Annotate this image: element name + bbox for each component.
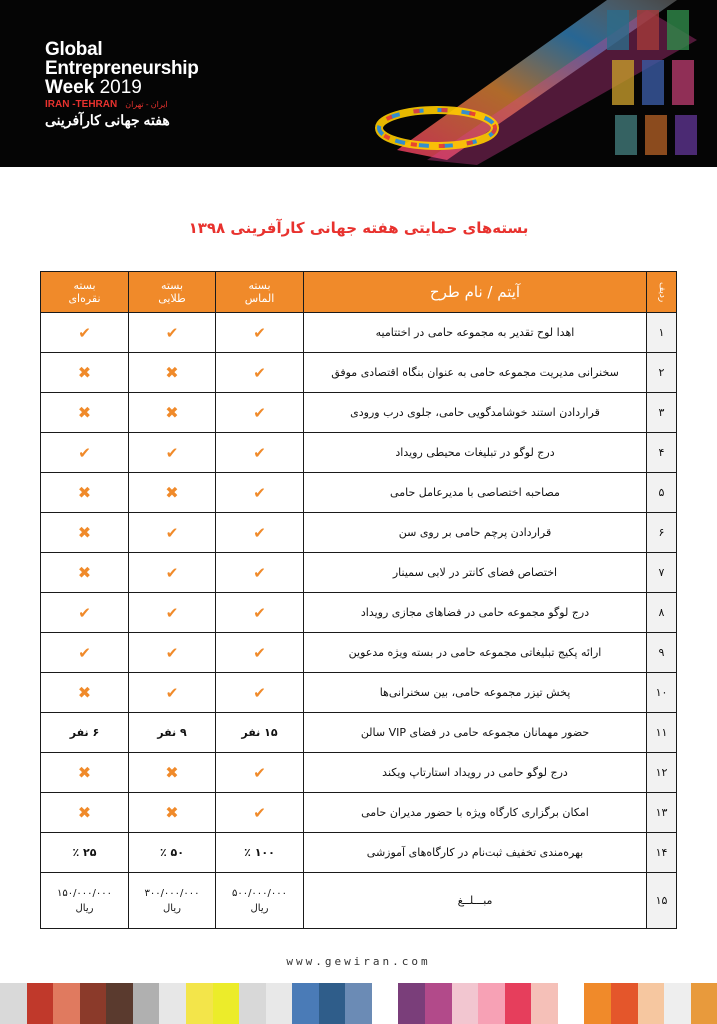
cell-gold-value: ۹ نفر bbox=[157, 726, 187, 739]
website-url: www.gewiran.com bbox=[286, 955, 431, 968]
row-index: ۱۰ bbox=[647, 673, 677, 713]
logo-line-week: Week 2019 bbox=[45, 77, 142, 98]
table-row bbox=[41, 713, 677, 753]
check-icon: ✔ bbox=[78, 643, 91, 662]
cell-diamond bbox=[216, 793, 304, 833]
color-stripe bbox=[213, 983, 240, 1024]
cell-diamond bbox=[216, 873, 304, 929]
table-row bbox=[41, 633, 677, 673]
color-stripe bbox=[425, 983, 452, 1024]
row-index: ۱۱ bbox=[647, 713, 677, 753]
row-item: مبـــلــغ bbox=[304, 873, 647, 929]
row-item: درج لوگو در تبلیغات محیطی رویداد bbox=[304, 433, 647, 473]
table-row bbox=[41, 753, 677, 793]
cross-icon: ✖ bbox=[77, 763, 92, 782]
logo-line-global: Global bbox=[45, 39, 103, 60]
page-title: بسته‌های حمایتی هفته جهانی کارآفرینی ۱۳۹۸ bbox=[188, 219, 529, 237]
cell-gold bbox=[129, 833, 216, 873]
check-icon: ✔ bbox=[165, 563, 179, 582]
row-index: ۹ bbox=[647, 633, 677, 673]
cell-silver bbox=[41, 833, 129, 873]
check-icon: ✔ bbox=[253, 323, 266, 342]
table-row bbox=[41, 873, 677, 929]
header-silver bbox=[41, 272, 129, 313]
location-en: IRAN -TEHRAN bbox=[45, 99, 118, 110]
check-icon: ✔ bbox=[165, 643, 179, 662]
location-fa: ایران - تهران bbox=[125, 100, 168, 109]
cross-icon: ✖ bbox=[77, 683, 92, 702]
table-row bbox=[41, 513, 677, 553]
cross-icon: ✖ bbox=[77, 483, 92, 502]
check-icon: ✔ bbox=[253, 443, 266, 462]
cell-diamond-value: ۱۵ نفر bbox=[241, 726, 278, 739]
color-stripe bbox=[584, 983, 611, 1024]
color-stripe bbox=[239, 983, 266, 1024]
check-icon: ✔ bbox=[253, 523, 266, 542]
cell-diamond-value: ۱۰۰ ٪ bbox=[244, 846, 275, 859]
cell-silver bbox=[41, 433, 129, 473]
row-index: ۱۴ bbox=[647, 833, 677, 873]
cell-gold bbox=[129, 473, 216, 513]
row-index: ۸ bbox=[647, 593, 677, 633]
cell-diamond bbox=[216, 553, 304, 593]
cell-silver bbox=[41, 873, 129, 929]
table-row bbox=[41, 593, 677, 633]
row-index: ۴ bbox=[647, 433, 677, 473]
cell-silver bbox=[41, 353, 129, 393]
color-stripe bbox=[478, 983, 505, 1024]
check-icon: ✔ bbox=[78, 443, 91, 462]
table-row bbox=[41, 673, 677, 713]
cell-silver bbox=[41, 393, 129, 433]
row-item: ارائه پکیج تبلیغاتی مجموعه حامی در بسته ویژه مدعوین bbox=[304, 633, 647, 673]
color-stripe bbox=[398, 983, 425, 1024]
check-icon: ✔ bbox=[253, 563, 266, 582]
check-icon: ✔ bbox=[165, 323, 179, 342]
cell-gold-value: ۳۰۰/۰۰۰/۰۰۰ ریال bbox=[144, 887, 200, 914]
color-stripe bbox=[27, 983, 54, 1024]
header-diamond-label: بسته الماس bbox=[244, 279, 275, 305]
table-row bbox=[41, 313, 677, 353]
cell-diamond bbox=[216, 633, 304, 673]
header-banner bbox=[0, 0, 717, 167]
table-row bbox=[41, 553, 677, 593]
color-stripe bbox=[452, 983, 479, 1024]
cell-silver bbox=[41, 673, 129, 713]
cell-gold bbox=[129, 633, 216, 673]
cell-diamond bbox=[216, 713, 304, 753]
cell-diamond bbox=[216, 673, 304, 713]
header-item: آیتم / نام طرح bbox=[304, 272, 647, 313]
cell-silver bbox=[41, 593, 129, 633]
cell-diamond bbox=[216, 513, 304, 553]
cell-gold-value: ۵۰ ٪ bbox=[160, 846, 184, 859]
stained-glass-light-beams-image bbox=[357, 0, 717, 167]
cross-icon: ✖ bbox=[77, 523, 92, 542]
cell-silver bbox=[41, 513, 129, 553]
row-item: حضور مهمانان مجموعه حامی در فضای VIP سالن bbox=[304, 713, 647, 753]
check-icon: ✔ bbox=[165, 603, 179, 622]
cell-gold bbox=[129, 753, 216, 793]
cell-gold bbox=[129, 513, 216, 553]
row-item: قراردادن استند خوشامدگویی حامی، جلوی درب ورودی bbox=[304, 393, 647, 433]
cell-diamond bbox=[216, 393, 304, 433]
color-stripe bbox=[159, 983, 186, 1024]
cell-diamond bbox=[216, 833, 304, 873]
color-stripe bbox=[292, 983, 319, 1024]
cell-gold bbox=[129, 713, 216, 753]
header-index: ردیف bbox=[647, 272, 677, 313]
check-icon: ✔ bbox=[253, 643, 266, 662]
color-stripe bbox=[531, 983, 558, 1024]
row-item: پخش تیزر مجموعه حامی، بین سخنرانی‌ها bbox=[304, 673, 647, 713]
cell-diamond bbox=[216, 353, 304, 393]
row-index: ۵ bbox=[647, 473, 677, 513]
cell-diamond bbox=[216, 473, 304, 513]
cell-gold bbox=[129, 553, 216, 593]
cell-silver bbox=[41, 553, 129, 593]
cell-silver-value: ۶ نفر bbox=[69, 726, 100, 739]
table-row bbox=[41, 473, 677, 513]
cross-icon: ✖ bbox=[165, 403, 179, 422]
row-index: ۱۳ bbox=[647, 793, 677, 833]
cell-silver bbox=[41, 753, 129, 793]
color-stripe bbox=[319, 983, 346, 1024]
check-icon: ✔ bbox=[253, 683, 266, 702]
cell-gold bbox=[129, 313, 216, 353]
row-index: ۲ bbox=[647, 353, 677, 393]
cell-diamond-value: ۵۰۰/۰۰۰/۰۰۰ ریال bbox=[231, 887, 288, 914]
check-icon: ✔ bbox=[253, 363, 266, 382]
header-gold bbox=[129, 272, 216, 313]
row-item: اهدا لوح تقدیر به مجموعه حامی در اختتامیه bbox=[304, 313, 647, 353]
check-icon: ✔ bbox=[253, 403, 266, 422]
table-header-row bbox=[41, 272, 677, 313]
color-stripes-footer bbox=[0, 983, 717, 1024]
row-index: ۱۲ bbox=[647, 753, 677, 793]
table-row bbox=[41, 433, 677, 473]
color-stripe bbox=[558, 983, 585, 1024]
color-stripe bbox=[691, 983, 717, 1024]
check-icon: ✔ bbox=[165, 523, 179, 542]
check-icon: ✔ bbox=[165, 683, 179, 702]
row-item: سخنرانی مدیریت مجموعه حامی به عنوان بنگاه اقتصادی موفق bbox=[304, 353, 647, 393]
table-row bbox=[41, 793, 677, 833]
logo-line-entrepreneurship: Entrepreneurship bbox=[45, 58, 199, 79]
row-index: ۷ bbox=[647, 553, 677, 593]
color-stripe bbox=[133, 983, 160, 1024]
check-icon: ✔ bbox=[253, 483, 266, 502]
color-stripe bbox=[372, 983, 399, 1024]
cell-diamond bbox=[216, 433, 304, 473]
cell-silver bbox=[41, 633, 129, 673]
row-item: امکان برگزاری کارگاه ویژه با حضور مدیران حامی bbox=[304, 793, 647, 833]
cell-gold bbox=[129, 873, 216, 929]
row-item: درج لوگو حامی در رویداد استارتاپ ویکند bbox=[304, 753, 647, 793]
check-icon: ✔ bbox=[165, 443, 179, 462]
cross-icon: ✖ bbox=[77, 363, 92, 382]
row-item: اختصاص فضای کانتر در لابی سمینار bbox=[304, 553, 647, 593]
header-gold-label: بسته طلایی bbox=[158, 279, 186, 305]
location-line bbox=[45, 99, 199, 110]
cross-icon: ✖ bbox=[77, 563, 92, 582]
color-stripe bbox=[53, 983, 80, 1024]
color-stripe bbox=[266, 983, 293, 1024]
gew-logo bbox=[45, 40, 199, 129]
cell-silver bbox=[41, 713, 129, 753]
cell-gold bbox=[129, 393, 216, 433]
cell-diamond bbox=[216, 753, 304, 793]
cell-gold bbox=[129, 593, 216, 633]
cell-silver bbox=[41, 313, 129, 353]
cell-diamond bbox=[216, 593, 304, 633]
cell-gold bbox=[129, 793, 216, 833]
row-item: مصاحبه اختصاصی با مدیرعامل حامی bbox=[304, 473, 647, 513]
cell-gold bbox=[129, 433, 216, 473]
check-icon: ✔ bbox=[78, 323, 91, 342]
cell-silver-value: ۲۵ ٪ bbox=[72, 846, 97, 859]
color-stripe bbox=[345, 983, 372, 1024]
row-index: ۱ bbox=[647, 313, 677, 353]
cell-silver-value: ۱۵۰/۰۰۰/۰۰۰ ریال bbox=[56, 887, 113, 914]
check-icon: ✔ bbox=[78, 603, 91, 622]
week-title-fa: هفته جهانی کارآفرینی bbox=[45, 112, 170, 128]
row-index: ۶ bbox=[647, 513, 677, 553]
check-icon: ✔ bbox=[253, 803, 266, 822]
cross-icon: ✖ bbox=[165, 363, 179, 382]
table-body bbox=[41, 313, 677, 929]
cross-icon: ✖ bbox=[165, 483, 179, 502]
color-stripe bbox=[664, 983, 691, 1024]
row-index: ۱۵ bbox=[647, 873, 677, 929]
row-item: بهره‌مندی تخفیف ثبت‌نام در کارگاه‌های آموزشی bbox=[304, 833, 647, 873]
cross-icon: ✖ bbox=[77, 803, 92, 822]
cross-icon: ✖ bbox=[165, 763, 179, 782]
color-stripe bbox=[505, 983, 532, 1024]
row-item: درج لوگو مجموعه حامی در فضاهای مجازی رویداد bbox=[304, 593, 647, 633]
sponsorship-packages-table bbox=[40, 271, 677, 929]
row-index: ۳ bbox=[647, 393, 677, 433]
cell-diamond bbox=[216, 313, 304, 353]
color-stripe bbox=[106, 983, 133, 1024]
color-stripe bbox=[186, 983, 213, 1024]
header-silver-label: بسته نقره‌ای bbox=[68, 279, 101, 305]
cell-gold bbox=[129, 353, 216, 393]
table-row bbox=[41, 833, 677, 873]
cell-gold bbox=[129, 673, 216, 713]
color-stripe bbox=[611, 983, 638, 1024]
header-diamond bbox=[216, 272, 304, 313]
table-row bbox=[41, 393, 677, 433]
check-icon: ✔ bbox=[253, 603, 266, 622]
check-icon: ✔ bbox=[253, 763, 266, 782]
color-stripe bbox=[80, 983, 107, 1024]
color-stripe bbox=[0, 983, 27, 1024]
cell-silver bbox=[41, 793, 129, 833]
cross-icon: ✖ bbox=[165, 803, 179, 822]
cross-icon: ✖ bbox=[77, 403, 92, 422]
table-row bbox=[41, 353, 677, 393]
cell-silver bbox=[41, 473, 129, 513]
color-stripe bbox=[638, 983, 665, 1024]
row-item: قراردادن پرچم حامی بر روی سن bbox=[304, 513, 647, 553]
